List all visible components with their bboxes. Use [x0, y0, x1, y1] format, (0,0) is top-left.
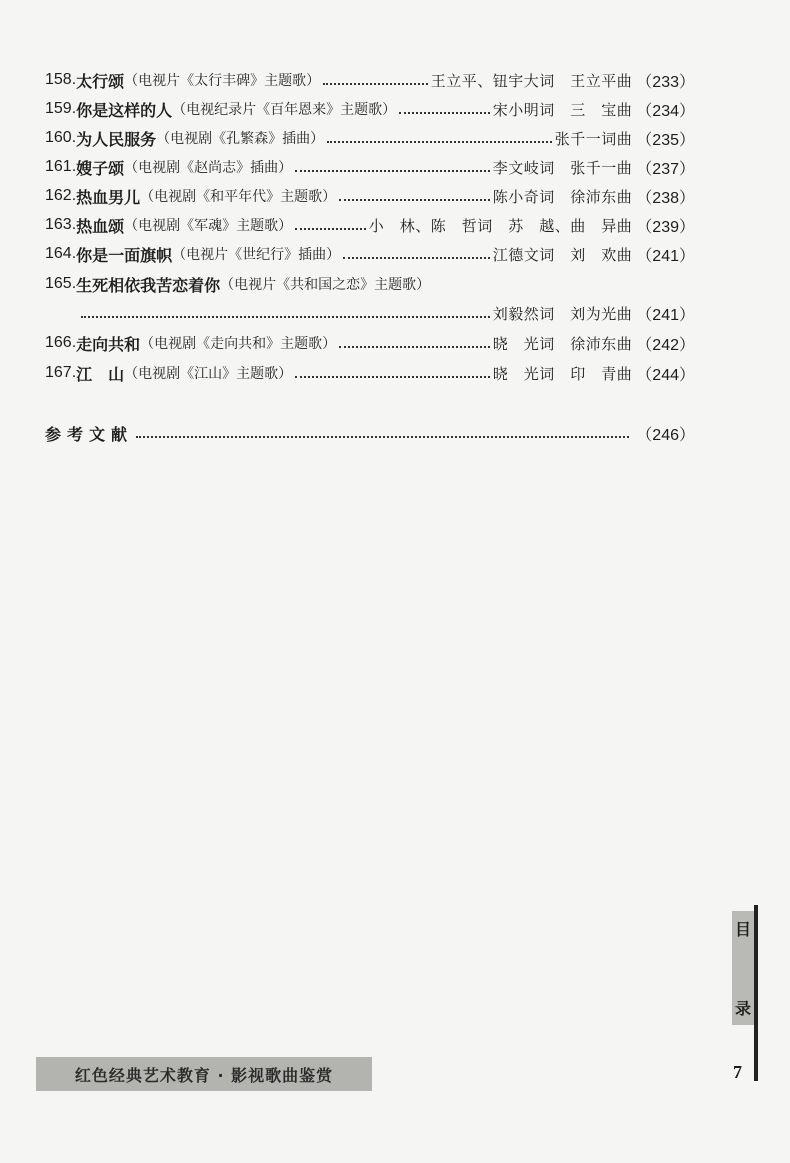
entry-page: （239） [636, 218, 695, 236]
entry-title: 江 山 [76, 364, 125, 384]
entry-title: 你是一面旗帜 [76, 245, 173, 265]
entry-number: 165. [45, 275, 77, 292]
page-number: 7 [733, 1062, 742, 1082]
entry-page: （237） [636, 160, 695, 178]
entry-page: （242） [636, 336, 695, 354]
entry-credits: 刘毅然词 刘为光曲 [492, 304, 633, 323]
entry-number: 160. [45, 129, 77, 146]
toc-references[interactable] [45, 418, 695, 448]
dot-leader [399, 112, 490, 114]
entry-credits: 江德文词 刘 欢曲 [492, 245, 633, 264]
entry-page: （234） [636, 102, 695, 120]
toc-entry-163[interactable] [45, 210, 695, 240]
entry-title: 热血男儿 [76, 187, 141, 207]
entry-note: （电视片《太行丰碑》主题歌） [124, 73, 321, 89]
entry-note: （电视剧《赵尚志》插曲） [124, 160, 293, 176]
entry-note: （电视纪录片《百年恩来》主题歌） [172, 102, 397, 118]
entry-note: （电视剧《和平年代》主题歌） [140, 189, 337, 205]
entry-title: 太行颂 [76, 71, 125, 91]
entry-number: 167. [45, 364, 77, 381]
dot-leader [343, 257, 490, 259]
entry-note: （电视剧《孔繁森》插曲） [156, 131, 325, 147]
entry-title: 为人民服务 [76, 129, 157, 149]
toc-entry-165-continuation[interactable] [78, 298, 695, 328]
dot-leader [136, 436, 629, 438]
entry-number: 158. [45, 71, 77, 88]
entry-number: 163. [45, 216, 77, 233]
entry-page: （241） [636, 306, 695, 324]
entry-number: 164. [45, 245, 77, 262]
entry-number: 159. [45, 100, 77, 117]
entry-credits: 小 林、陈 哲词 苏 越、曲 异曲 [368, 216, 633, 235]
entry-note: （电视剧《江山》主题歌） [124, 366, 293, 382]
dot-leader [323, 83, 428, 85]
entry-credits: 宋小明词 三 宝曲 [492, 100, 633, 119]
entry-page: （235） [636, 131, 695, 149]
entry-number: 162. [45, 187, 77, 204]
entry-credits: 张千一词曲 [554, 129, 633, 148]
book-title-footer: 红色经典艺术教育 · 影视歌曲鉴赏 [36, 1057, 372, 1091]
toc-entry-164[interactable] [45, 239, 695, 269]
entry-number: 166. [45, 334, 77, 351]
dot-leader [339, 346, 490, 348]
dot-leader [295, 170, 490, 172]
entry-note: （电视剧《走向共和》主题歌） [140, 336, 337, 352]
entry-page: （241） [636, 247, 695, 265]
side-tab-char: 目 [734, 920, 751, 939]
references-page: （246） [636, 426, 695, 444]
entry-title: 走向共和 [76, 334, 141, 354]
entry-credits: 晓 光词 徐沛东曲 [492, 334, 633, 353]
entry-page: （233） [636, 73, 695, 91]
entry-credits: 晓 光词 印 青曲 [492, 364, 633, 383]
toc-entry-162[interactable] [45, 181, 695, 211]
entry-title: 嫂子颂 [76, 158, 125, 178]
dot-leader [295, 228, 366, 230]
entry-credits: 李文岐词 张千一曲 [492, 158, 633, 177]
toc-entry-159[interactable] [45, 94, 695, 124]
entry-note: （电视片《共和国之恋》主题歌） [220, 277, 431, 293]
toc-entry-167[interactable] [45, 358, 695, 388]
toc-entry-158[interactable] [45, 65, 695, 95]
toc-entry-161[interactable] [45, 152, 695, 182]
side-tab-char: 录 [734, 999, 751, 1018]
entry-note: （电视剧《军魂》主题歌） [124, 218, 293, 234]
entry-credits: 陈小奇词 徐沛东曲 [492, 187, 633, 206]
section-side-tab [732, 911, 754, 1025]
entry-note: （电视片《世纪行》插曲） [172, 247, 341, 263]
entry-page: （244） [636, 366, 695, 384]
entry-page: （238） [636, 189, 695, 207]
entry-title: 生死相依我苦恋着你 [76, 275, 221, 295]
entry-credits: 王立平、钮宇大词 王立平曲 [430, 71, 633, 90]
references-label: 参考文献 [45, 424, 134, 444]
entry-number: 161. [45, 158, 77, 175]
entry-title: 你是这样的人 [76, 100, 173, 120]
toc-entry-160[interactable] [45, 123, 695, 153]
side-tab-rule [754, 905, 758, 1081]
toc-entry-166[interactable] [45, 328, 695, 358]
dot-leader [339, 199, 490, 201]
dot-leader [81, 316, 490, 318]
dot-leader [327, 141, 552, 143]
toc-entry-165[interactable] [45, 269, 695, 299]
dot-leader [295, 376, 490, 378]
entry-title: 热血颂 [76, 216, 125, 236]
